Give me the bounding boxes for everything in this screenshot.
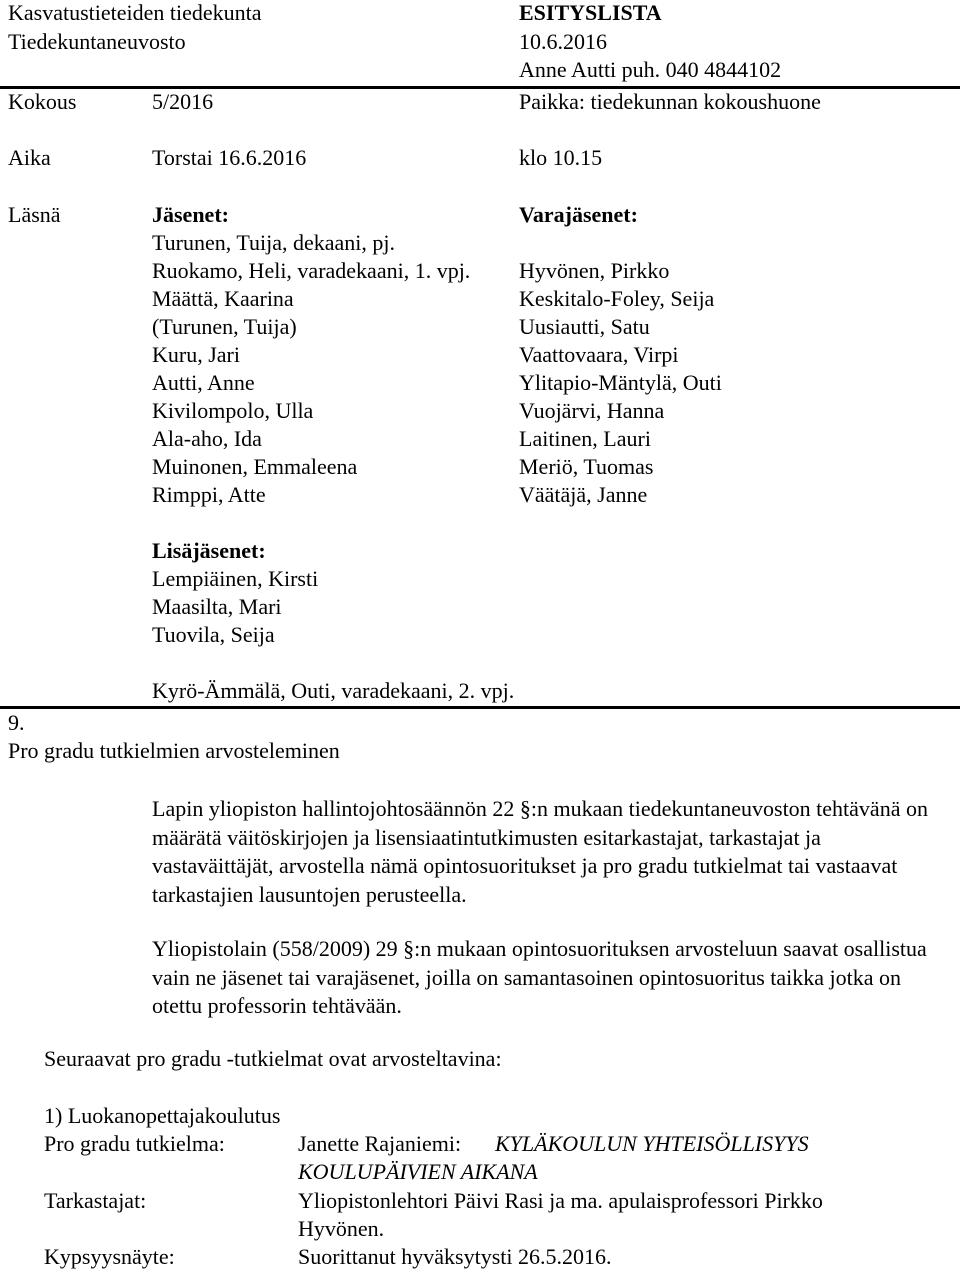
meeting-clock: klo 10.15 [519,145,603,170]
section-rule [0,706,960,709]
program-heading: 1) Luokanopettajakoulutus [44,1103,281,1128]
regulation-paragraph: Lapin yliopiston hallintojohtosäännön 22 §:n mukaan tiedekuntaneuvoston tehtävänä on määrätä väitöskirjojen ja lisensiaatintutkimusten esitarkastajat, tarkastajat ja vastaväittäjät, arvostella nämä opintosuoritukset ja pro gradu tutkielmat tai vastaavat tarkastajien lausuntojen perusteella. [152,796,928,907]
member-name: Kuru, Jari [152,342,240,367]
document-type: ESITYSLISTA [519,0,662,25]
member-name: Määttä, Kaarina [152,286,294,311]
member-name: Kivilompolo, Ulla [152,398,314,423]
thesis-label: Pro gradu tutkielma: [44,1131,225,1156]
examiners-names: Yliopistonlehtori Päivi Rasi ja ma. apulaisprofessori Pirkko [298,1188,823,1213]
additional-heading: Lisäjäsenet: [152,538,266,563]
additional-member: Lempiäinen, Kirsti [152,566,319,591]
deputy-name: Meriö, Tuomas [519,454,654,479]
meeting-label: Kokous [8,89,77,114]
member-name: Ruokamo, Heli, varadekaani, 1. vpj. [152,258,471,283]
deputy-name: Väätäjä, Janne [519,482,648,507]
member-name: Ala-aho, Ida [152,426,262,451]
thesis-title: KYLÄKOULUN YHTEISÖLLISYYS [495,1131,809,1156]
deputy-name: Laitinen, Lauri [519,426,651,451]
item-title: Pro gradu tutkielmien arvosteleminen [8,738,340,763]
theses-intro: Seuraavat pro gradu -tutkielmat ovat arvosteltavina: [44,1046,502,1071]
deputies-heading: Varajäsenet: [519,202,638,227]
meeting-day: Torstai 16.6.2016 [152,145,307,170]
deputy-name: Hyvönen, Pirkko [519,258,670,283]
meeting-number: 5/2016 [152,89,214,114]
meeting-place: Paikka: tiedekunnan kokoushuone [519,89,821,114]
maturity-label: Kypsyysnäyte: [44,1244,175,1269]
member-name: Autti, Anne [152,370,255,395]
deputy-name: Uusiautti, Satu [519,314,650,339]
attendance-label: Läsnä [8,202,61,227]
examiners-names-continued: Hyvönen. [298,1216,385,1241]
agenda-date: 10.6.2016 [519,29,607,54]
deputy-name: Keskitalo-Foley, Seija [519,286,715,311]
members-heading: Jäsenet: [152,202,229,227]
examiners-label: Tarkastajat: [44,1188,147,1213]
contact-person: Anne Autti puh. 040 4844102 [519,57,782,82]
member-name: Rimppi, Atte [152,482,266,507]
additional-member: Maasilta, Mari [152,594,282,619]
deputy-name: Vaattovaara, Virpi [519,342,679,367]
member-name: (Turunen, Tuija) [152,314,297,339]
item-number: 9. [8,710,25,735]
maturity-value: Suorittanut hyväksytysti 26.5.2016. [298,1244,612,1269]
thesis-title-continued: KOULUPÄIVIEN AIKANA [298,1159,538,1184]
extra-attendee: Kyrö-Ämmälä, Outi, varadekaani, 2. vpj. [152,678,515,703]
deputy-name: Ylitapio-Mäntylä, Outi [519,370,722,395]
chair-member: Turunen, Tuija, dekaani, pj. [152,230,396,255]
member-name: Muinonen, Emmaleena [152,454,358,479]
thesis-author: Janette Rajaniemi: [298,1131,462,1156]
additional-member: Tuovila, Seija [152,622,275,647]
faculty-name: Kasvatustieteiden tiedekunta [8,0,262,25]
deputy-name: Vuojärvi, Hanna [519,398,665,423]
council-name: Tiedekuntaneuvosto [8,29,186,54]
time-label: Aika [8,145,51,170]
law-paragraph: Yliopistolain (558/2009) 29 §:n mukaan opintosuorituksen arvosteluun saavat osallistua vain ne jäsenet tai varajäsenet, joilla on samantasoinen opintosuoritus taikka jotka on otettu professorin tehtävään. [152,936,927,1018]
